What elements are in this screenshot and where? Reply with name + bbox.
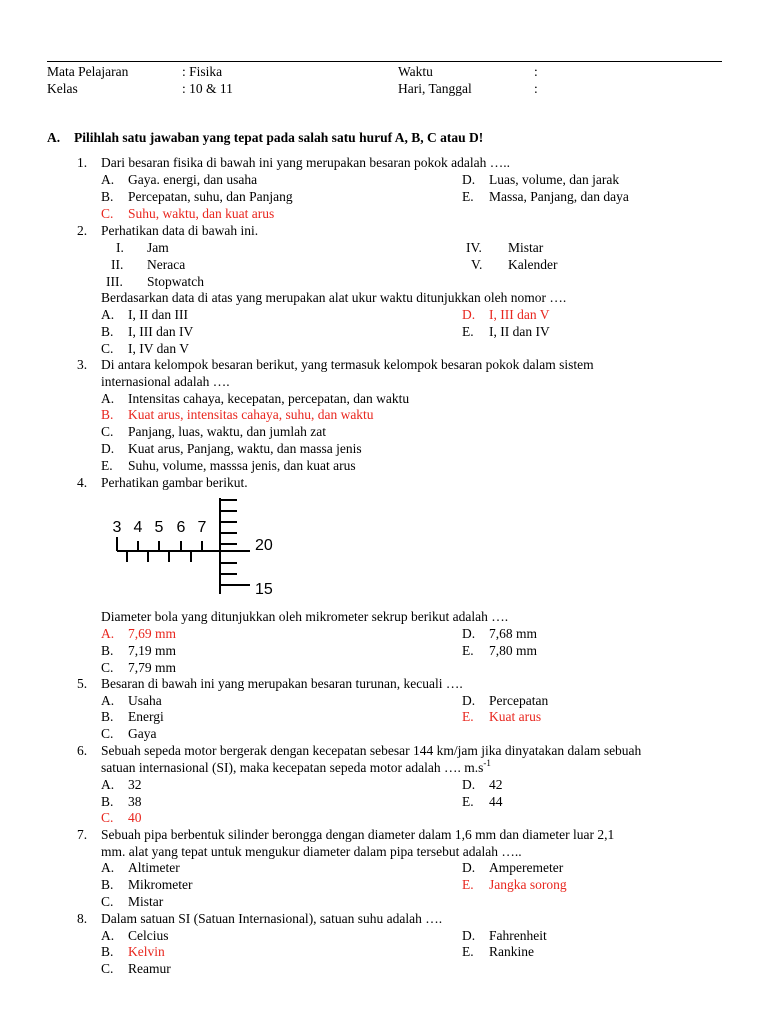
option-letter: B. — [101, 324, 114, 339]
option-letter: E. — [101, 458, 113, 473]
answer-option-text: 40 — [128, 810, 142, 825]
option-letter: C. — [101, 424, 114, 439]
option-letter: B. — [101, 877, 114, 892]
option-text: Altimeter — [128, 860, 180, 875]
option-text: 38 — [128, 794, 142, 809]
option-letter: E. — [462, 794, 474, 809]
question-text-line2 — [101, 759, 491, 776]
option-letter: A. — [101, 860, 115, 875]
question-text-line1: Sebuah pipa berbentuk silinder berongga dengan diameter dalam 1,6 mm dan diameter luar 2,1 — [101, 827, 615, 842]
main-scale-lower-ticks — [127, 551, 191, 562]
question-number: 6. — [77, 743, 88, 758]
answer-option-letter: A. — [101, 626, 115, 641]
option-letter: B. — [101, 643, 114, 658]
thimble-label: 20 — [255, 537, 273, 554]
option-letter: E. — [462, 944, 474, 959]
answer-option-text: Kuat arus — [489, 709, 542, 724]
option-letter: E. — [462, 189, 474, 204]
question-number: 5. — [77, 676, 88, 691]
option-text: Rankine — [489, 944, 534, 959]
question-prompt: Berdasarkan data di atas yang merupakan alat ukur waktu ditunjukkan oleh nomor …. — [101, 290, 567, 305]
option-text: Panjang, luas, waktu, dan jumlah zat — [128, 424, 326, 439]
question-text: Dalam satuan SI (Satuan Internasional), satuan suhu adalah …. — [101, 911, 443, 926]
roman-numeral: III. — [106, 274, 123, 289]
data-item: Mistar — [508, 240, 544, 255]
option-letter: E. — [462, 643, 474, 658]
option-text: I, IV dan V — [128, 341, 189, 356]
option-letter: D. — [462, 777, 476, 792]
roman-numeral: IV. — [466, 240, 482, 255]
thimble-label: 15 — [255, 581, 273, 598]
answer-option-letter: D. — [462, 307, 476, 322]
thimble-ticks — [220, 500, 250, 585]
question-text-line2: internasional adalah …. — [101, 374, 230, 389]
date-value: : — [534, 81, 538, 96]
option-text: Usaha — [128, 693, 162, 708]
data-item: Kalender — [508, 257, 558, 272]
option-letter: C. — [101, 961, 114, 976]
option-letter: E. — [462, 324, 474, 339]
option-text: Gaya. energi, dan usaha — [128, 172, 258, 187]
answer-option-letter: E. — [462, 877, 474, 892]
roman-numeral: II. — [111, 257, 124, 272]
option-text: 42 — [489, 777, 503, 792]
option-letter: D. — [101, 441, 115, 456]
answer-option-letter: E. — [462, 709, 474, 724]
option-letter: B. — [101, 189, 114, 204]
option-text: 44 — [489, 794, 503, 809]
question-text-line2-main: satuan internasional (SI), maka kecepatan sepeda motor adalah …. m.s — [101, 760, 484, 775]
main-scale-label: 4 — [133, 519, 143, 536]
option-text: Mikrometer — [128, 877, 193, 892]
option-text: Fahrenheit — [489, 928, 547, 943]
option-text: Percepatan, suhu, dan Panjang — [128, 189, 293, 204]
subject-label: Mata Pelajaran — [47, 64, 129, 79]
question-number: 4. — [77, 475, 88, 490]
class-label: Kelas — [47, 81, 78, 96]
time-label: Waktu — [398, 64, 433, 79]
question-text-line2: mm. alat yang tepat untuk mengukur diameter dalam pipa tersebut adalah ….. — [101, 844, 522, 859]
option-text: Mistar — [128, 894, 164, 909]
question-text-line1: Di antara kelompok besaran berikut, yang termasuk kelompok besaran pokok dalam sistem — [101, 357, 594, 372]
option-letter: A. — [101, 391, 115, 406]
data-item: Stopwatch — [147, 274, 204, 289]
unit-superscript: -1 — [483, 758, 491, 768]
option-letter: B. — [101, 794, 114, 809]
option-letter: D. — [462, 928, 476, 943]
date-label: Hari, Tanggal — [398, 81, 472, 96]
option-text: Gaya — [128, 726, 157, 741]
data-item: Neraca — [147, 257, 186, 272]
main-scale-upper-ticks — [117, 537, 202, 551]
answer-option-text: Suhu, waktu, dan kuat arus — [128, 206, 275, 221]
answer-option-text: Jangka sorong — [489, 877, 567, 892]
question-text: Perhatikan gambar berikut. — [101, 475, 248, 490]
option-text: Energi — [128, 709, 164, 724]
answer-option-text: I, III dan V — [489, 307, 550, 322]
answer-option-text: 7,69 mm — [128, 626, 177, 641]
option-letter: B. — [101, 944, 114, 959]
question-number: 1. — [77, 155, 88, 170]
option-text: I, II dan IV — [489, 324, 550, 339]
option-text: Luas, volume, dan jarak — [489, 172, 620, 187]
option-letter: A. — [101, 307, 115, 322]
question-text: Dari besaran fisika di bawah ini yang merupakan besaran pokok adalah ….. — [101, 155, 510, 170]
option-text: 7,80 mm — [489, 643, 538, 658]
option-letter: D. — [462, 172, 476, 187]
answer-option-letter: C. — [101, 810, 114, 825]
data-item: Jam — [147, 240, 169, 255]
option-letter: C. — [101, 660, 114, 675]
roman-numeral: V. — [471, 257, 483, 272]
main-scale-label: 7 — [197, 519, 207, 536]
option-letter: C. — [101, 726, 114, 741]
section-letter: A. — [47, 130, 61, 145]
option-text: Reamur — [128, 961, 171, 976]
question-text: Perhatikan data di bawah ini. — [101, 223, 259, 238]
subject-value: : Fisika — [182, 64, 223, 79]
option-text: Percepatan — [489, 693, 549, 708]
class-value: : 10 & 11 — [182, 81, 233, 96]
option-text: Kuat arus, Panjang, waktu, dan massa jenis — [128, 441, 362, 456]
option-letter: A. — [101, 777, 115, 792]
section-instruction: Pilihlah satu jawaban yang tepat pada salah satu huruf A, B, C atau D! — [74, 130, 484, 145]
roman-numeral: I. — [116, 240, 124, 255]
option-text: I, II dan III — [128, 307, 188, 322]
main-scale-label: 6 — [176, 519, 186, 536]
question-number: 2. — [77, 223, 88, 238]
option-letter: D. — [462, 626, 476, 641]
answer-option-letter: C. — [101, 206, 114, 221]
option-text: 7,19 mm — [128, 643, 177, 658]
option-text: Amperemeter — [489, 860, 564, 875]
main-scale-label: 5 — [154, 519, 164, 536]
answer-option-text: Kuat arus, intensitas cahaya, suhu, dan waktu — [128, 407, 374, 422]
answer-option-letter: B. — [101, 407, 114, 422]
option-text: Intensitas cahaya, kecepatan, percepatan, dan waktu — [128, 391, 410, 406]
option-text: Celcius — [128, 928, 169, 943]
option-text: Massa, Panjang, dan daya — [489, 189, 629, 204]
option-letter: A. — [101, 693, 115, 708]
option-letter: C. — [101, 894, 114, 909]
question-number: 3. — [77, 357, 88, 372]
option-letter: B. — [101, 709, 114, 724]
question-number: 8. — [77, 911, 88, 926]
question-text-line1: Sebuah sepeda motor bergerak dengan kecepatan sebesar 144 km/jam jika dinyatakan dalam sebuah — [101, 743, 642, 758]
option-text: Suhu, volume, masssa jenis, dan kuat arus — [128, 458, 356, 473]
answer-option-text: Kelvin — [128, 944, 165, 959]
question-number: 7. — [77, 827, 88, 842]
option-text: 7,79 mm — [128, 660, 177, 675]
question-text: Besaran di bawah ini yang merupakan besaran turunan, kecuali …. — [101, 676, 463, 691]
header-rule — [47, 61, 722, 62]
option-letter: A. — [101, 172, 115, 187]
option-letter: D. — [462, 860, 476, 875]
micrometer-figure — [105, 494, 285, 600]
option-letter: D. — [462, 693, 476, 708]
option-text: 32 — [128, 777, 142, 792]
option-text: I, III dan IV — [128, 324, 194, 339]
question-prompt: Diameter bola yang ditunjukkan oleh mikrometer sekrup berikut adalah …. — [101, 609, 509, 624]
option-letter: C. — [101, 341, 114, 356]
option-letter: A. — [101, 928, 115, 943]
time-value: : — [534, 64, 538, 79]
main-scale-label: 3 — [112, 519, 122, 536]
option-text: 7,68 mm — [489, 626, 538, 641]
